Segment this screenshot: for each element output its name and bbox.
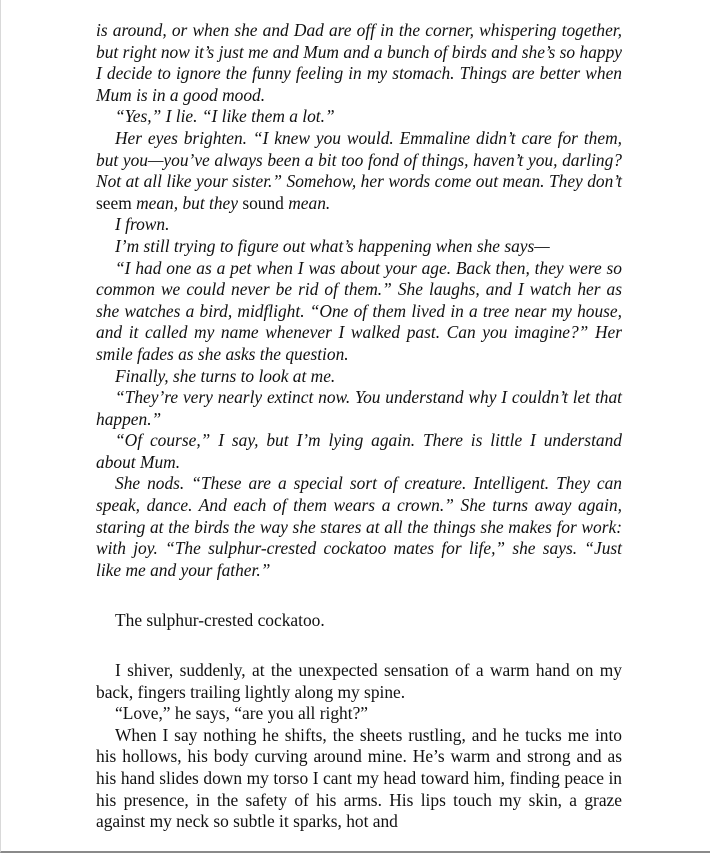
paragraph: “Love,” he says, “are you all right?” xyxy=(115,703,369,724)
paragraph: I frown. xyxy=(115,214,170,235)
page-text xyxy=(96,20,622,833)
paragraph: “They’re very nearly extinct now. You understand why I couldn’t let that happen.” xyxy=(96,387,622,429)
paragraph-dialogue: “Yes,” I lie. “I like them a lot.” xyxy=(115,106,335,127)
section-break xyxy=(96,632,622,660)
paragraph: “I had one as a pet when I was about your age. Back then, they were so common we could never be rid of them.” She laughs, and I watch her as she watches a bird, midflight. “One of them lived in a tree near my house, and it called my name whenever I walked past. Can you imagine?” Her smile fades as she asks the question. xyxy=(96,257,622,364)
paragraph-continuation: is around, or when she and Dad are off in the corner, whispering together, but right now it’s just me and Mum and a bunch of birds and she’s so happy I decide to ignore the funny feeling in my stomach. Things are better when Mum is in a good mood. xyxy=(96,20,622,105)
paragraph: “Of course,” I say, but I’m lying again. There is little I understand about Mum. xyxy=(96,430,622,472)
text-segment: mean. xyxy=(283,192,331,213)
paragraph: When I say nothing he shifts, the sheets rustling, and he tucks me into his hollows, his body curving around mine. He’s warm and strong and as his hand slides down my torso I cant my head toward him, finding peace in his presence, in the safety of his arms. His lips touch my skin, a graze against my neck so subtle it sparks, hot and xyxy=(96,724,622,832)
paragraph: I shiver, suddenly, at the unexpected sensation of a warm hand on my back, fingers trailing lightly along my spine. xyxy=(96,660,622,702)
text-segment: Her eyes brighten. “I knew you would. Emmaline didn’t care for them, but you—you’ve always been a bit too fond of things, haven’t you, darling? Not at all like your sister.” Somehow, her words come out mean. They don’t xyxy=(96,127,622,192)
paragraph-mixed-emphasis xyxy=(96,128,622,214)
text-segment-emphasis: sound xyxy=(242,192,284,213)
text-segment: mean, but they xyxy=(131,192,243,213)
paragraph: I’m still trying to figure out what’s happening when she says— xyxy=(115,235,550,256)
paragraph: She nods. “These are a special sort of creature. Intelligent. They can speak, dance. And each of them wears a crown.” She turns away again, staring at the birds the way she stares at all the things she makes for work: with joy. “The sulphur-crested cockatoo mates for life,” she says. “Just like me and your father.” xyxy=(96,473,622,580)
text-segment-emphasis: seem xyxy=(96,192,132,213)
standalone-line: The sulphur-crested cockatoo. xyxy=(115,610,325,631)
section-break xyxy=(96,581,622,610)
paragraph: Finally, she turns to look at me. xyxy=(115,365,336,386)
